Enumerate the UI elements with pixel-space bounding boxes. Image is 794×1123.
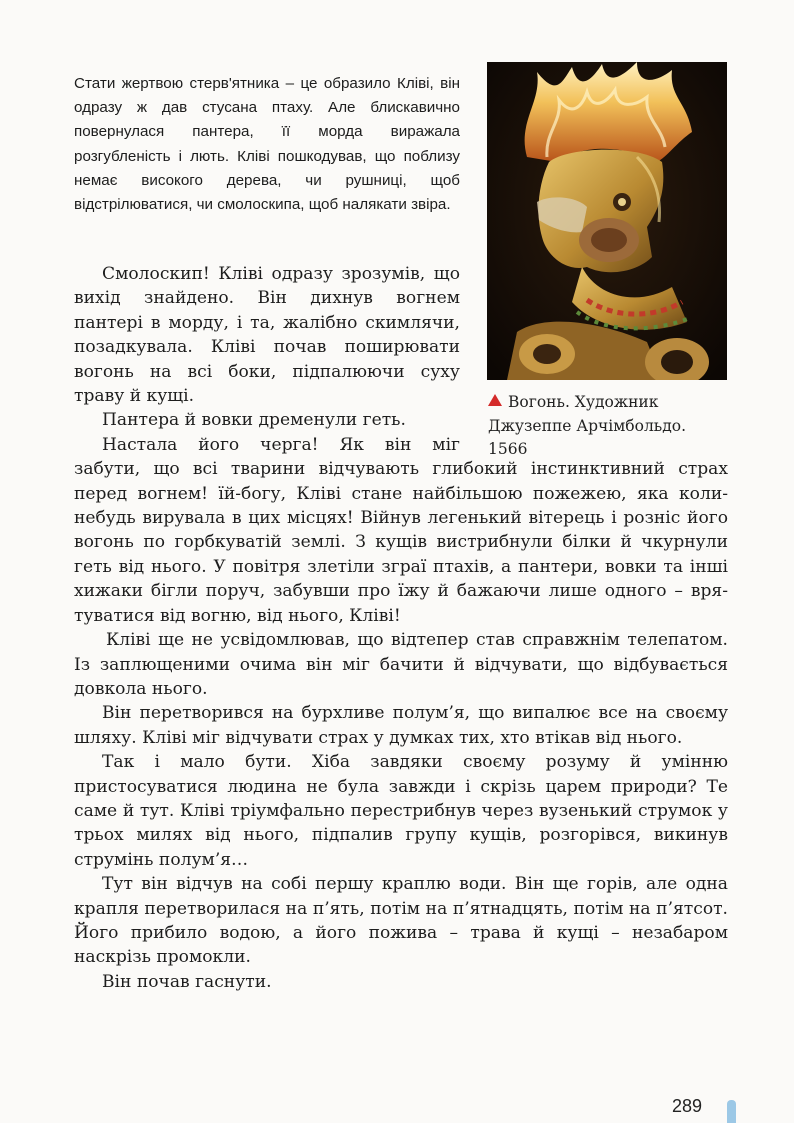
paragraph-1: Смолоскип! Кліві одразу зрозумів, що вихід знайдено. Він дихнув вогнем пантері в морду, і та, жалібно скимлячи, позадкувала. Кліві почав поширювати вогонь на всі боки, підпалюючи суху траву й кущі. [74, 264, 460, 407]
paragraph-2: Пантера й вовки дременули геть. [102, 410, 406, 431]
paragraph-3-start: Настала його черга! Як він міг [102, 434, 460, 455]
paragraph-7: Тут він відчув на собі першу краплю води. Він ще горів, але одна крапля перетворилася на п’ять, потім на п’ятнадцять, потім на п’ятсот. Його прибило водою, а його пожива – трава й кущі – незабаром наскрізь промокли. [74, 874, 728, 968]
paragraph-3-cont: забути, що всі тварини відчувають глибокий інстинктивний страх перед вогнем! їй-богу, Кліві стане найбільшою пожежею, яка коли-небудь вирувала в цих місцях! Війнув легенький вітерець і розніс його вогонь по горбкуватій землі. З кущів вистрибнули білки й чкурнули геть від нього. У повітря злетіли зграї птахів, а пантери, вовки та інші хижаки бігли поруч, забувши про їжу й бажаючи лише одного – врятуватися від вогню, від нього, Кліві! [74, 459, 728, 626]
main-text [74, 262, 728, 994]
caption-line-1: Вогонь. Художник [508, 393, 659, 411]
intro-text: Стати жертвою стерв'ятника – це образило Кліві, він одразу ж дав стусана птаху. Але блискавично повернулася пантера, її морда виражала розгубленість і лють. Кліві пошкодував, що поблизу немає високого дерева, чи рушниці, щоб відстрілюватися, чи смолоскипа, щоб налякати звіра. [74, 75, 460, 214]
paragraph-4: Кліві ще не усвідомлював, що відтепер став справжнім телепатом. Із заплющеними очима він міг бачити й відчувати, що відбувається довкола нього. [74, 630, 728, 699]
caption-line-3: 1566 [488, 440, 528, 458]
paragraph-6: Так і мало бути. Хіба завдяки своєму розуму й умінню пристосуватися людина не була завжди і скрізь царем природи? Те саме й тут. Кліві тріумфально перестрибнув через вузенький струмок у трьох милях від нього, підпалив групу кущів, розгорівся, викинув струмінь полум’я… [74, 752, 728, 870]
page-tab-marker [727, 1100, 736, 1123]
page-number: 289 [672, 1096, 703, 1116]
caption-line-2: Джузеппе Арчімбольдо. [488, 416, 687, 435]
paragraph-5: Він перетворився на бурхливе полум’я, що випалює все на своєму шляху. Кліві міг відчувати страх у думках тих, хто втікав від нього. [74, 703, 728, 748]
paragraph-8: Він почав гаснути. [102, 971, 272, 992]
intro-paragraph [74, 72, 460, 217]
